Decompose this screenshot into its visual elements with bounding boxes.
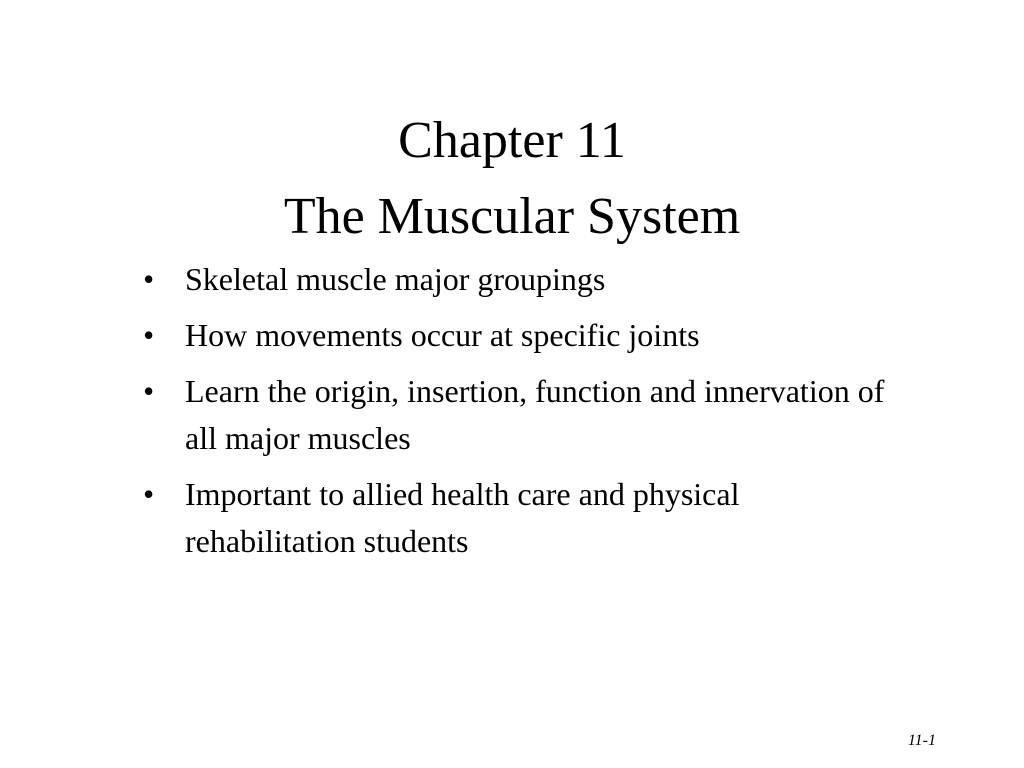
bullet-text: How movements occur at specific joints <box>185 317 700 353</box>
bullet-item <box>143 471 903 565</box>
bullet-item <box>143 256 903 303</box>
bullet-marker: • <box>143 317 155 353</box>
bullet-marker: • <box>143 261 155 297</box>
bullet-text: Important to allied health care and physical rehabilitation students <box>185 476 740 559</box>
bullet-marker: • <box>143 373 155 409</box>
slide-title <box>0 103 1024 255</box>
title-line-topic: The Muscular System <box>283 187 741 245</box>
title-line-chapter: Chapter 11 <box>398 111 626 169</box>
bullet-marker: • <box>143 476 155 512</box>
bullet-text: Learn the origin, insertion, function and innervation of all major muscles <box>185 373 885 456</box>
slide-page-number: 11-1 <box>907 732 936 749</box>
bullet-item <box>143 368 903 462</box>
bullet-text: Skeletal muscle major groupings <box>185 261 606 297</box>
bullet-item <box>143 312 903 359</box>
bullet-list <box>143 256 903 574</box>
